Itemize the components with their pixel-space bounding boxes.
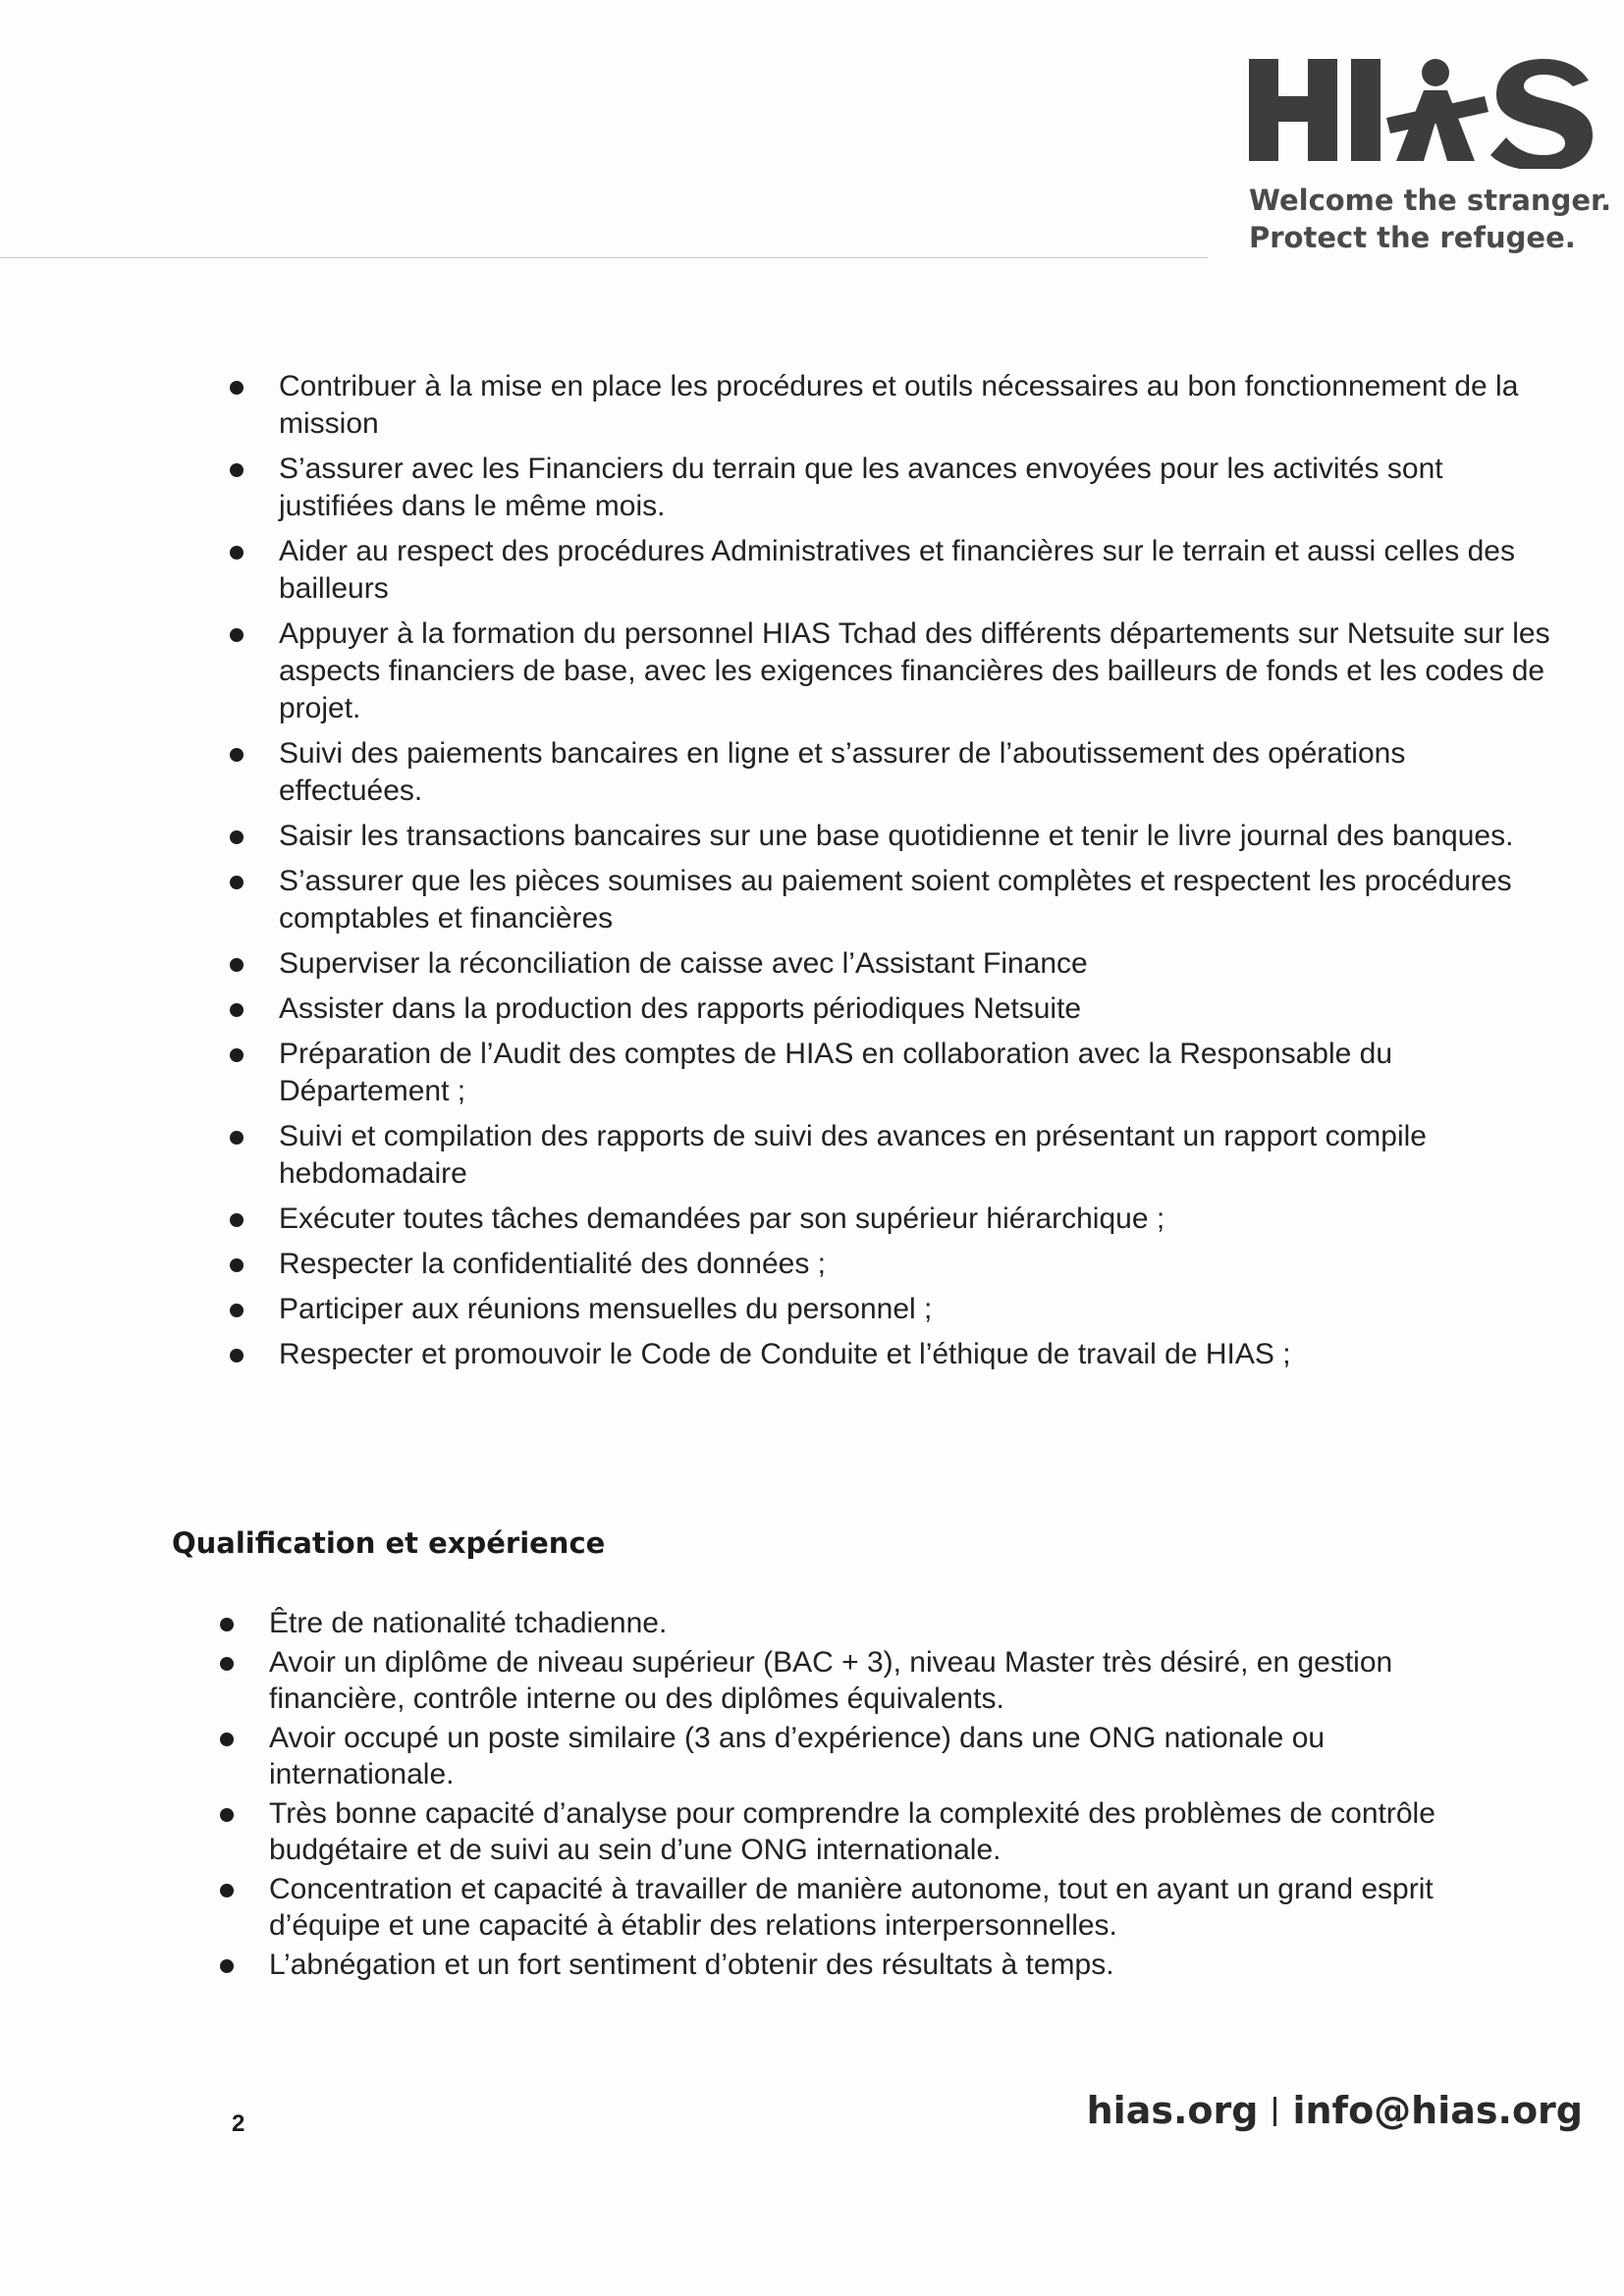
list-item-text: S’assurer avec les Financiers du terrain que les avances envoyées pour les activités sont justifiées dans le même mois. <box>279 453 1443 522</box>
list-item <box>230 1118 1550 1193</box>
list-item <box>230 945 1550 983</box>
list-item-text: Concentration et capacité à travailler de manière autonome, tout en ayant un grand esprit d’équipe et une capacité à établir des relations interpersonnelles. <box>269 1873 1434 1942</box>
bullet-icon <box>230 546 244 560</box>
list-item-text: Saisir les transactions bancaires sur une base quotidienne et tenir le livre journal des banques. <box>279 820 1514 852</box>
list-item-text: Préparation de l’Audit des comptes de HIAS en collaboration avec la Responsable du Département ; <box>279 1038 1393 1107</box>
list-item-text: Avoir occupé un poste similaire (3 ans d’expérience) dans une ONG nationale ou internationale. <box>269 1722 1326 1790</box>
page-number: 2 <box>232 2110 245 2137</box>
list-item-text: Participer aux réunions mensuelles du personnel ; <box>279 1293 933 1325</box>
list-item <box>230 368 1550 443</box>
list-item-text: Suivi et compilation des rapports de suivi des avances en présentant un rapport compile hebdomadaire <box>279 1120 1427 1190</box>
hias-logo <box>1249 51 1602 169</box>
tagline <box>1249 182 1612 256</box>
list-item-text: L’abnégation et un fort sentiment d’obtenir des résultats à temps. <box>269 1949 1114 1981</box>
tagline-line-2: Protect the refugee. <box>1249 221 1576 254</box>
website-link[interactable]: hias.org <box>1086 2089 1259 2132</box>
bullet-icon <box>220 1618 234 1631</box>
header-divider <box>0 257 1208 258</box>
list-item <box>230 990 1550 1028</box>
bullet-icon <box>230 1304 244 1317</box>
footer-separator <box>1273 2097 1276 2126</box>
list-item <box>220 1947 1496 1983</box>
list-item-text: Exécuter toutes tâches demandées par son supérieur hiérarchique ; <box>279 1202 1165 1235</box>
list-item <box>220 1644 1496 1717</box>
list-item-text: Respecter et promouvoir le Code de Conduite et l’éthique de travail de HIAS ; <box>279 1338 1291 1370</box>
list-item-text: Respecter la confidentialité des données ; <box>279 1248 827 1280</box>
list-item-text: Être de nationalité tchadienne. <box>269 1607 668 1639</box>
list-item-text: Très bonne capacité d’analyse pour comprendre la complexité des problèmes de contrôle budgétaire et de suivi au sein d’une ONG internationale. <box>269 1797 1435 1866</box>
list-item <box>220 1795 1496 1868</box>
bullet-icon <box>220 1733 234 1746</box>
list-item <box>230 1246 1550 1283</box>
list-item <box>230 1201 1550 1238</box>
bullet-icon <box>230 830 244 844</box>
bullet-icon <box>220 1884 234 1897</box>
bullet-icon <box>230 1213 244 1227</box>
list-item-text: Assister dans la production des rapports périodiques Netsuite <box>279 992 1082 1025</box>
email-link[interactable]: info@hias.org <box>1292 2089 1583 2132</box>
list-item <box>220 1605 1496 1641</box>
bullet-icon <box>230 1349 244 1362</box>
list-item <box>230 1291 1550 1328</box>
list-item-text: Suivi des paiements bancaires en ligne et s’assurer de l’aboutissement des opérations effectuées. <box>279 737 1406 807</box>
list-item <box>230 533 1550 608</box>
list-item <box>230 615 1550 727</box>
footer-links <box>1087 2089 1583 2132</box>
bullet-icon <box>230 1048 244 1062</box>
list-item-text: Appuyer à la formation du personnel HIAS Tchad des différents départements sur Netsuite sur les aspects financiers de base, avec les exigences financières des bailleurs de fonds et les codes de projet. <box>279 617 1550 724</box>
bullet-icon <box>230 1131 244 1145</box>
list-item <box>220 1871 1496 1944</box>
list-item-text: Superviser la réconciliation de caisse avec l’Assistant Finance <box>279 947 1088 980</box>
bullet-icon <box>220 1657 234 1671</box>
bullet-icon <box>230 748 244 762</box>
bullet-icon <box>230 876 244 889</box>
list-item-text: Contribuer à la mise en place les procédures et outils nécessaires au bon fonctionnement de la mission <box>279 370 1519 440</box>
bullet-icon <box>230 463 244 477</box>
tagline-line-1: Welcome the stranger. <box>1249 184 1612 217</box>
bullet-icon <box>220 1959 234 1973</box>
list-item <box>230 863 1550 937</box>
task-list <box>230 368 1550 1381</box>
section-heading-qualifications: Qualification et expérience <box>172 1526 606 1560</box>
list-item <box>230 818 1550 855</box>
list-item <box>230 1036 1550 1110</box>
bullet-icon <box>220 1808 234 1822</box>
bullet-icon <box>230 628 244 642</box>
qualification-list <box>220 1605 1496 1986</box>
bullet-icon <box>230 958 244 972</box>
list-item-text: Avoir un diplôme de niveau supérieur (BAC + 3), niveau Master très désiré, en gestion financière, contrôle interne ou des diplômes équivalents. <box>269 1646 1393 1715</box>
list-item <box>230 735 1550 810</box>
bullet-icon <box>230 381 244 395</box>
bullet-icon <box>230 1258 244 1272</box>
list-item-text: S’assurer que les pièces soumises au paiement soient complètes et respectent les procédures comptables et financières <box>279 865 1512 934</box>
list-item <box>220 1720 1496 1792</box>
list-item-text: Aider au respect des procédures Administratives et financières sur le terrain et aussi celles des bailleurs <box>279 535 1515 605</box>
list-item <box>230 451 1550 525</box>
list-item <box>230 1336 1550 1373</box>
bullet-icon <box>230 1003 244 1017</box>
